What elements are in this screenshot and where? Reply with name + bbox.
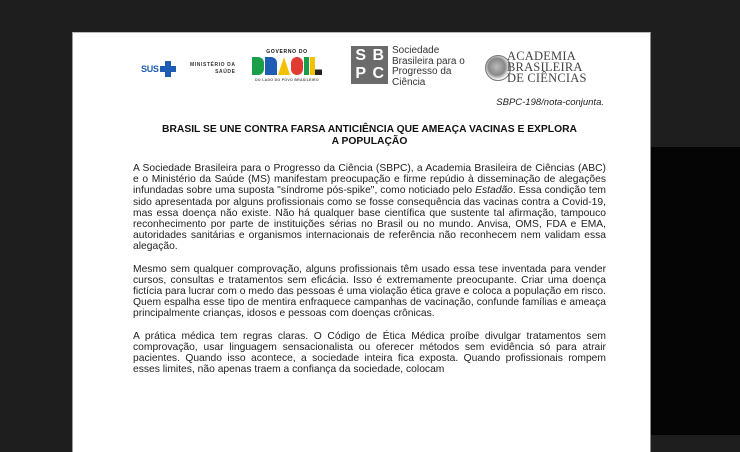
document-page [72,32,651,452]
letter-s-shape [291,57,303,75]
ministerio-saude-logo [190,62,236,76]
sbpc-logo [351,46,465,88]
newspaper-name: Estadão [475,185,513,197]
sbpc-line: Ciência [392,76,426,88]
sbpc-line: Brasileira para o [392,55,465,67]
document-title [133,124,606,147]
title-line: BRASIL SE UNE CONTRA FARSA ANTICIÊNCIA QUE AMEAÇA VACINAS E EXPLORA [162,124,577,135]
sbpc-name [392,46,465,88]
ministerio-line2: SAÚDE [215,69,236,75]
sbpc-letter: B [372,47,385,64]
letter-r-shape [265,57,277,75]
sbpc-line: Progresso da [392,66,452,77]
sbpc-letter: S [355,47,367,64]
logo-header [73,33,650,113]
letter-a-shape [278,57,290,75]
sbpc-letter: P [355,65,367,82]
paragraph-text: A Sociedade Brasileira para o Progresso da Ciência (SBPC), a Academia Brasileira de Ciências (ABC) e o Ministério da Saúde (MS) manifestam preocupação e firme repúdio à disseminação de alegações infundadas sobre uma suposta "síndrome pós-spike", como noticiado pelo [133,163,606,197]
paragraph-1 [133,163,606,253]
governo-brasil-logo [247,49,327,82]
letter-b-shape [252,57,264,75]
abc-logo [485,51,587,84]
title-line: A POPULAÇÃO [331,135,408,147]
sus-logo-text: SUS [141,64,159,74]
document-body [133,163,606,386]
cross-icon [160,61,176,77]
sbpc-monogram-icon [351,46,388,84]
abc-line: BRASILEIRA [507,60,583,74]
ministerio-line1: MINISTÉRIO DA [190,62,236,68]
sus-logo [141,61,176,77]
sbpc-line: Sociedade [392,45,440,56]
abc-line: DE CIÊNCIAS [507,71,587,85]
paragraph-2: Mesmo sem qualquer comprovação, alguns profissionais têm usado essa tese inventada para vender cursos, consultas e tratamentos sem eficácia. Isso é extremamente preocupante. Criar uma doença fictícia para lucrar com o medo das pessoas é uma violação ética grave e coloca a população em risco. Quem espalha esse tipo de mentira enfraquece campanhas de vacinação, confunde famílias e ameaça principalmente crianças, idosos e pessoas com doenças crônicas. [133,263,606,320]
brasil-wordmark-icon [247,57,327,75]
letter-l-shape [310,57,322,75]
abc-name [507,51,587,84]
background-shadow [651,147,740,435]
governo-slogan: DO LADO DO POVO BRASILEIRO [255,78,319,82]
paragraph-text: . Essa condição tem sido apresentada por alguns profissionais como se fosse consequência das vacinas contra a Covid-19, mas essa doença não existe. Não há qualquer base científica que sustente tal afirmação, tampouco reconhecimento por parte de instituições sérias no Brasil ou no mundo. Anvisa, OMS, FDA e EMA, autoridades sanitárias e organismos internacionais de referência não reconhecem nem validam essa alegação. [133,185,607,253]
paragraph-3: A prática médica tem regras claras. O Código de Ética Médica proíbe divulgar tratamentos sem comprovação, usar linguagem sensacionalista ou oferecer métodos sem evidência só para atrair pacientes. Quando isso acontece, a sociedade inteira fica exposta. Quando profissionais rompem esses limites, não apenas traem a confiança da sociedade, colocam [133,330,606,376]
abc-line: ACADEMIA [507,49,576,63]
governo-top-text: GOVERNO DO [266,49,308,55]
letter-i-shape [304,57,309,75]
document-reference: SBPC-198/nota-conjunta. [496,97,604,108]
sbpc-letter: C [372,65,385,82]
